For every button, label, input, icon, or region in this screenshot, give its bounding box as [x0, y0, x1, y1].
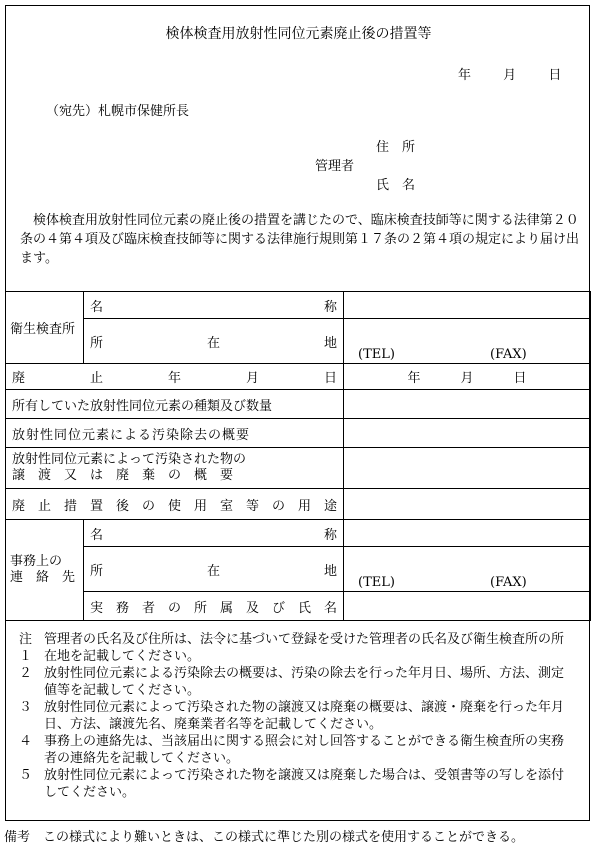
facility-name-label: 名 称: [84, 292, 344, 319]
note-item: ３ 放射性同位元素によって汚染された物の譲渡又は廃棄の概要は、譲渡・廃棄を行った年月日、方法、譲渡先名、廃棄業者名等を記載してください。: [18, 700, 565, 732]
contact-location-label: 所 在 地: [84, 547, 344, 592]
manager-label: 管理者: [315, 159, 355, 174]
contact-location-field[interactable]: [344, 547, 591, 592]
decontamination-label: 放射性同位元素による汚染除去の概要: [6, 419, 344, 448]
note-item: ５ 放射性同位元素によって汚染された物を譲渡又は廃棄した場合は、受領書等の写しを添付してください。: [18, 768, 565, 800]
footer-remark: 備考 この様式により難いときは、この様式に準じた別の様式を使用することができる。: [4, 830, 525, 845]
form-frame: [5, 5, 590, 821]
note-item: ２ 放射性同位元素による汚染除去の概要は、汚染の除去を行った年月日、場所、方法、測定値等を記載してください。: [18, 666, 565, 698]
isotope-types-field[interactable]: [344, 390, 591, 419]
decontamination-field[interactable]: [344, 419, 591, 448]
staff-affiliation-label: 実 務 者 の 所 属 及 び 氏 名: [84, 592, 344, 621]
facility-location-label: 所 在 地: [84, 319, 344, 364]
facility-fax-label: (FAX): [490, 347, 527, 362]
abolish-date-field[interactable]: 年 月 日: [344, 364, 591, 390]
facility-tel-label: (TEL): [358, 347, 395, 362]
contact-fax-label: (FAX): [490, 575, 527, 590]
transfer-disposal-field[interactable]: [344, 448, 591, 489]
room-usage-label: 廃 止 措 置 後 の 使 用 室 等 の 用 途: [6, 489, 344, 520]
addressee: （宛先）札幌市保健所長: [46, 104, 190, 119]
contact-name-label: 名 称: [84, 520, 344, 547]
submission-date: [458, 64, 561, 83]
facility-location-field[interactable]: [344, 319, 591, 364]
contact-label: 事務上の 連 絡 先: [6, 520, 84, 621]
abolish-date-label: 廃 止 年 月 日: [6, 364, 344, 390]
notes: [14, 631, 586, 801]
note-item: 注１ 管理者の氏名及び住所は、法令に基づいて登録を受けた管理者の氏名及び衛生検査所の所在地を記載してください。: [18, 632, 565, 664]
manager-address-label: 住 所: [376, 140, 416, 155]
date-year: 年: [458, 68, 472, 83]
room-usage-field[interactable]: [344, 489, 591, 520]
intro-paragraph: 検体検査用放射性同位元素の廃止後の措置を講じたので、臨床検査技師等に関する法律第２０条の４第４項及び臨床検査技師等に関する法律施行規則第１７条の２第４項の規定により届け出ます。: [20, 213, 580, 266]
facility-label: 衛生検査所: [6, 292, 84, 364]
date-month: 月: [503, 68, 517, 83]
contact-name-field[interactable]: [344, 520, 591, 547]
staff-affiliation-field[interactable]: [344, 592, 591, 621]
form-title: 検体検査用放射性同位元素廃止後の措置等: [165, 26, 432, 42]
transfer-disposal-label: 放射性同位元素によって汚染された物の 譲 渡 又 は 廃 棄 の 概 要: [6, 448, 344, 489]
note-item: ４ 事務上の連絡先は、当該届出に関する照会に対し回答することができる衛生検査所の実務者の連絡先を記載してください。: [18, 734, 565, 766]
isotope-types-label: 所有していた放射性同位元素の種類及び数量: [6, 390, 344, 419]
notification-table: [5, 291, 591, 621]
contact-tel-label: (TEL): [358, 575, 395, 590]
date-day: 日: [548, 68, 562, 83]
facility-name-field[interactable]: [344, 292, 591, 319]
manager-name-label: 氏 名: [376, 178, 416, 193]
